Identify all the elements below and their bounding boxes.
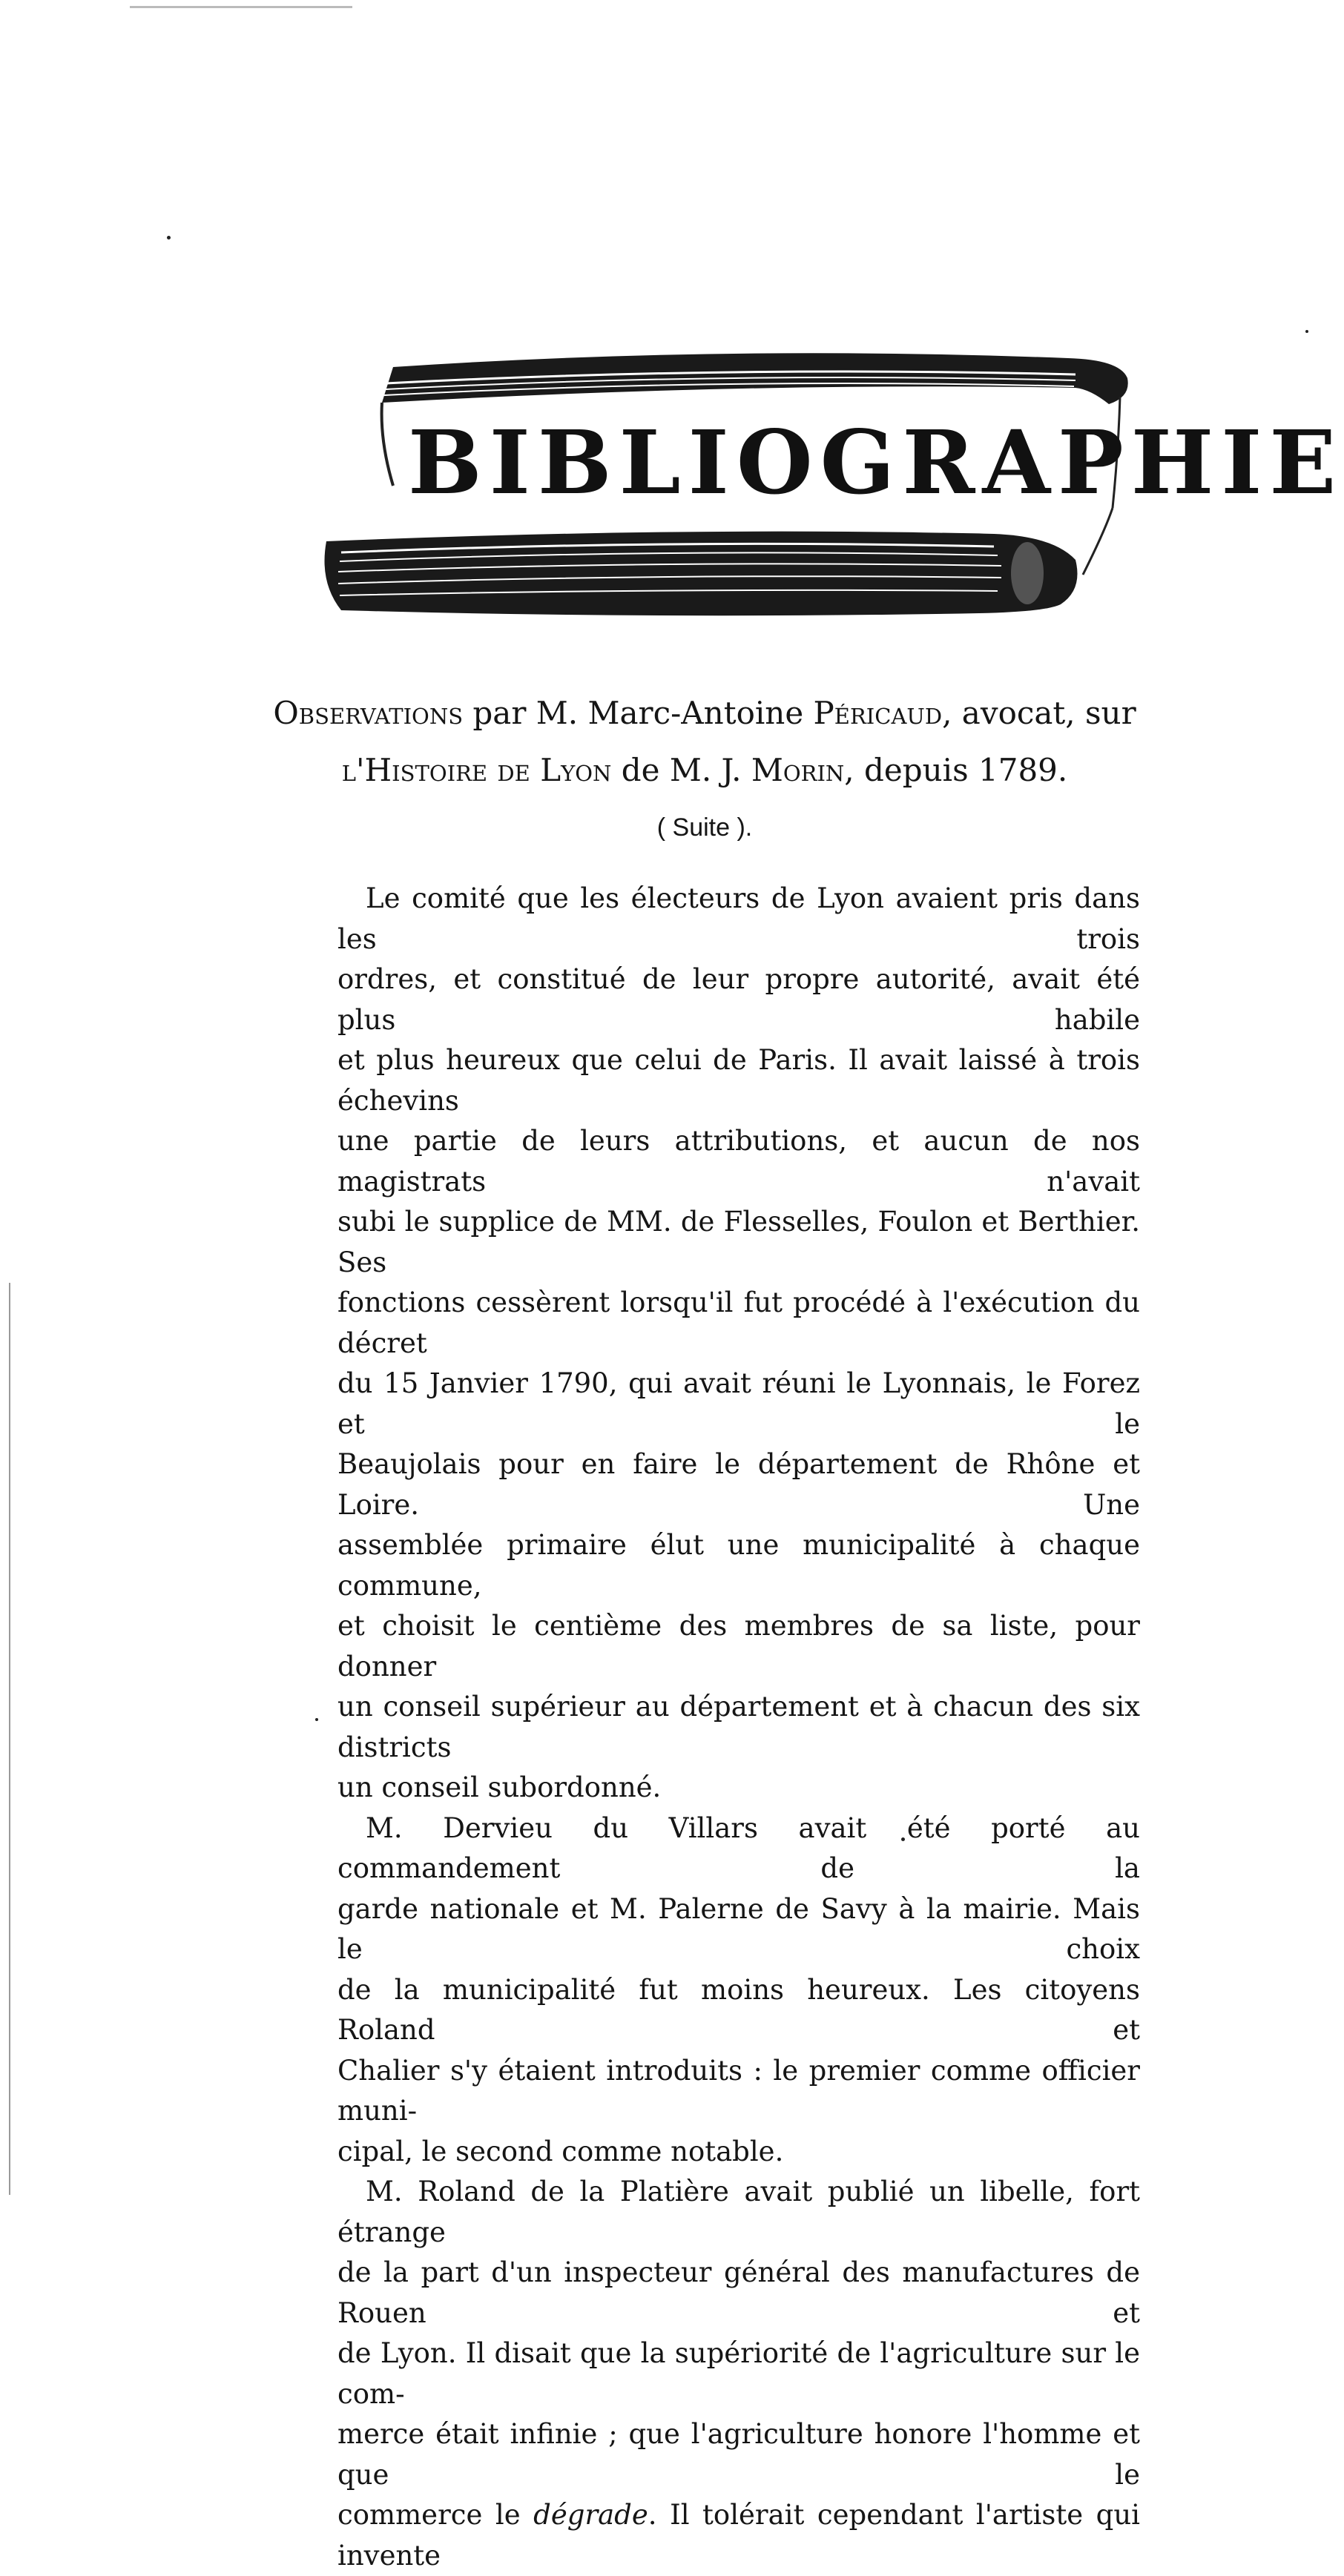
text-line: M. Roland de la Platière avait publié un libelle, fort étrange	[337, 2176, 1140, 2248]
article-heading-line-1	[223, 696, 1187, 731]
print-mark	[1305, 330, 1308, 333]
text-line: de la municipalité fut moins heureux. Les citoyens Roland et	[337, 1973, 1140, 2046]
bibliographie-banner	[312, 337, 1344, 634]
paragraph-1	[337, 879, 1140, 1809]
text-line: cipal, le second comme notable.	[337, 2135, 784, 2167]
heading-observations: Observations	[273, 695, 464, 731]
heading-text: , avocat, sur	[942, 695, 1136, 731]
text-line: M. Dervieu du Villars avait été porté au commandement de la	[337, 1812, 1140, 1884]
text-line: Beaujolais pour en faire le département de Rhône et Loire. Une	[337, 1448, 1140, 1521]
lower-scroll	[325, 508, 1113, 615]
text-line: du 15 Janvier 1790, qui avait réuni le Lyonnais, le Forez et le	[337, 1367, 1140, 1440]
heading-author: Péricaud	[813, 695, 943, 731]
suite-label: ( Suite ).	[656, 813, 753, 842]
italic-word: dégrade	[533, 2499, 648, 2531]
text-line: Chalier s'y étaient introduits : le premier comme officier muni-	[337, 2054, 1140, 2127]
text-line: merce était infinie ; que l'agriculture honore l'homme et que le	[337, 2418, 1140, 2491]
article-heading-line-2	[223, 753, 1187, 788]
text-line: une partie de leurs attributions, et aucun de nos magistrats n'avait	[337, 1125, 1140, 1198]
heading-work-author: Morin	[751, 752, 845, 788]
text-line: et choisit le centième des membres de sa liste, pour donner	[337, 1610, 1140, 1682]
heading-text: par M. Marc-Antoine	[463, 695, 814, 731]
text-line: de Lyon. Il disait que la supériorité de l'agriculture sur le com-	[337, 2337, 1140, 2410]
print-mark	[9, 1283, 10, 2195]
text-line: garde nationale et M. Palerne de Savy à la mairie. Mais le choix	[337, 1892, 1140, 1965]
article-body	[337, 879, 1140, 2576]
text-line: assemblée primaire élut une municipalité à chaque commune,	[337, 1529, 1140, 1602]
text-line	[337, 2495, 1140, 2576]
text-line: un conseil subordonné.	[337, 1771, 662, 1803]
paragraph-3	[337, 2172, 1140, 2576]
text-line: ordres, et constitué de leur propre autorité, avait été plus habile	[337, 963, 1140, 1036]
text-line: Le comité que les électeurs de Lyon avaient pris dans les trois	[337, 882, 1140, 955]
banner-title: BIBLIOGRAPHIE	[408, 411, 1344, 514]
print-mark	[315, 1718, 318, 1721]
heading-text: , depuis 1789.	[844, 752, 1068, 788]
text-line: subi le supplice de MM. de Flesselles, Foulon et Berthier. Ses	[337, 1206, 1140, 1278]
text-fragment: commerce le	[337, 2499, 534, 2531]
print-mark	[167, 236, 171, 240]
text-line: de la part d'un inspecteur général des manufactures de Rouen et	[337, 2256, 1140, 2329]
text-line: et plus heureux que celui de Paris. Il avait laissé à trois échevins	[337, 1044, 1140, 1117]
heading-work-title: l'Histoire de Lyon	[341, 752, 612, 788]
text-fragment: . Il tolérait cependant l'artiste qui invente	[337, 2499, 1140, 2572]
heading-text: de M. J.	[611, 752, 751, 788]
text-line: un conseil supérieur au département et à chacun des six districts	[337, 1691, 1140, 1763]
paragraph-2	[337, 1809, 1140, 2173]
text-line: fonctions cessèrent lorsqu'il fut procédé à l'exécution du décret	[337, 1287, 1140, 1359]
print-mark	[130, 6, 352, 8]
